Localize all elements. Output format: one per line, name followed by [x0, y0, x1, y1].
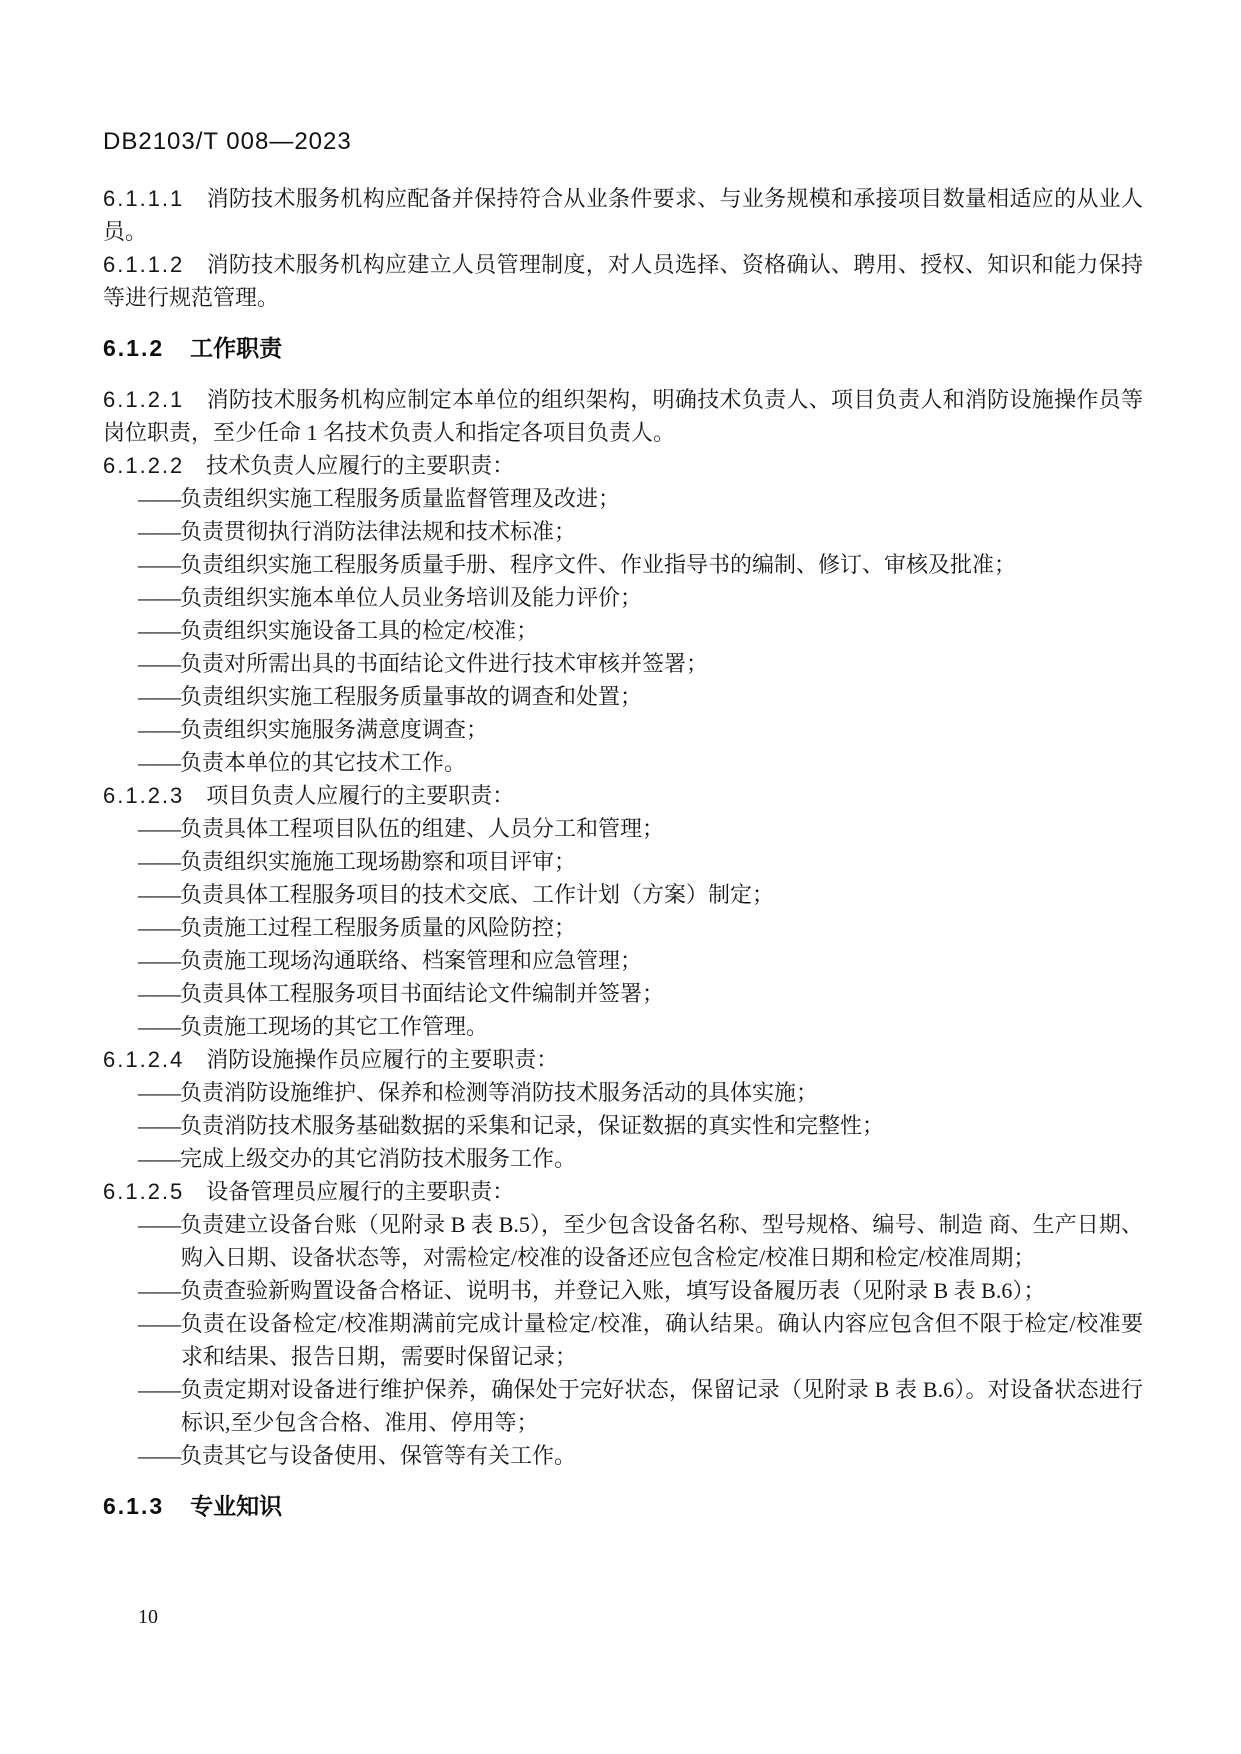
dash-item-text: 负责建立设备台账（见附录 B 表 B.5），至少包含设备名称、型号规格、编号、制造 商、生产日期、购入日期、设备状态等，对需检定/校准的设备还应包含检定/校准日期和检定/校准周期； — [180, 1212, 1143, 1270]
dash-item-text: 负责消防技术服务基础数据的采集和记录，保证数据的真实性和完整性； — [180, 1113, 885, 1138]
dash-mark: —— — [138, 717, 180, 742]
clause-paragraph — [103, 1043, 1143, 1076]
dash-list-item — [103, 1274, 1143, 1307]
dash-item-text: 负责组织实施设备工具的检定/校准； — [180, 618, 539, 643]
dash-item-text: 负责定期对设备进行维护保养，确保处于完好状态，保留记录（见附录 B 表 B.6）。对设备状态进行标识,至少包含合格、准用、停用等； — [180, 1377, 1143, 1435]
clause-paragraph — [103, 383, 1143, 449]
dash-list-item — [103, 1076, 1143, 1109]
dash-list-item — [103, 878, 1143, 911]
dash-list-item — [103, 812, 1143, 845]
dash-mark: —— — [138, 981, 180, 1006]
dash-item-text: 负责查验新购置设备合格证、说明书，并登记入账，填写设备履历表（见附录 B 表 B.6）； — [180, 1278, 1046, 1303]
clause-number: 6.1.2.5 — [103, 1179, 185, 1204]
dash-item-text: 负责组织实施施工现场勘察和项目评审； — [180, 849, 577, 874]
clause-number: 6.1.2.1 — [103, 387, 185, 412]
heading-number: 6.1.2 — [103, 335, 165, 361]
dash-mark: —— — [138, 750, 180, 775]
dash-mark: —— — [138, 651, 180, 676]
dash-mark: —— — [138, 486, 180, 511]
dash-list-item — [103, 1142, 1143, 1175]
dash-mark: —— — [138, 585, 180, 610]
dash-list-item — [103, 1373, 1143, 1439]
clause-number: 6.1.2.4 — [103, 1047, 185, 1072]
clause-paragraph — [103, 248, 1143, 314]
dash-list-item — [103, 911, 1143, 944]
heading-text: 专业知识 — [190, 1493, 283, 1519]
dash-mark: —— — [138, 1113, 180, 1138]
clause-text: 消防技术服务机构应建立人员管理制度，对人员选择、资格确认、聘用、授权、知识和能力保持等进行规范管理。 — [103, 252, 1143, 310]
document-body — [103, 182, 1143, 1523]
dash-item-text: 负责其它与设备使用、保管等有关工作。 — [180, 1443, 577, 1468]
clause-number: 6.1.2.3 — [103, 783, 185, 808]
dash-mark: —— — [138, 1278, 180, 1303]
clause-text: 消防设施操作员应履行的主要职责： — [206, 1047, 559, 1072]
section-heading — [103, 1490, 1143, 1523]
clause-text: 技术负责人应履行的主要职责： — [206, 453, 515, 478]
dash-list-item — [103, 647, 1143, 680]
dash-list-item — [103, 515, 1143, 548]
clause-paragraph — [103, 182, 1143, 248]
dash-mark: —— — [138, 948, 180, 973]
dash-mark: —— — [138, 882, 180, 907]
dash-item-text: 负责组织实施工程服务质量监督管理及改进； — [180, 486, 621, 511]
document-content — [103, 128, 1143, 1541]
dash-item-text: 负责对所需出具的书面结论文件进行技术审核并签署； — [180, 651, 709, 676]
dash-item-text: 负责组织实施工程服务质量事故的调查和处置； — [180, 684, 643, 709]
dash-item-text: 负责施工过程工程服务质量的风险防控； — [180, 915, 577, 940]
dash-item-text: 负责在设备检定/校准期满前完成计量检定/校准，确认结果。确认内容应包含但不限于检定/校准要求和结果、报告日期，需要时保留记录； — [180, 1311, 1143, 1369]
dash-list-item — [103, 1208, 1143, 1274]
dash-list-item — [103, 944, 1143, 977]
dash-list-item — [103, 1307, 1143, 1373]
dash-list-item — [103, 713, 1143, 746]
dash-item-text: 负责组织实施服务满意度调查； — [180, 717, 489, 742]
dash-item-text: 负责组织实施工程服务质量手册、程序文件、作业指导书的编制、修订、审核及批准； — [180, 552, 1017, 577]
dash-item-text: 负责组织实施本单位人员业务培训及能力评价； — [180, 585, 643, 610]
heading-number: 6.1.3 — [103, 1493, 165, 1519]
dash-mark: —— — [138, 849, 180, 874]
dash-mark: —— — [138, 816, 180, 841]
clause-number: 6.1.1.1 — [103, 186, 185, 211]
clause-paragraph — [103, 449, 1143, 482]
clause-number: 6.1.2.2 — [103, 453, 185, 478]
dash-list-item — [103, 614, 1143, 647]
standard-code-header: DB2103/T 008—2023 — [103, 128, 352, 155]
clause-number: 6.1.1.2 — [103, 252, 185, 277]
dash-mark: —— — [138, 1443, 180, 1468]
dash-mark: —— — [138, 684, 180, 709]
dash-mark: —— — [138, 1311, 180, 1336]
section-heading — [103, 332, 1143, 365]
dash-list-item — [103, 845, 1143, 878]
dash-list-item — [103, 1109, 1143, 1142]
page-number: 10 — [138, 1606, 158, 1628]
dash-mark: —— — [138, 1146, 180, 1171]
dash-item-text: 负责消防设施维护、保养和检测等消防技术服务活动的具体实施； — [180, 1080, 819, 1105]
dash-mark: —— — [138, 618, 180, 643]
dash-mark: —— — [138, 915, 180, 940]
dash-mark: —— — [138, 1212, 180, 1237]
clause-text: 项目负责人应履行的主要职责： — [206, 783, 515, 808]
clause-paragraph — [103, 779, 1143, 812]
clause-text: 设备管理员应履行的主要职责： — [206, 1179, 515, 1204]
dash-list-item — [103, 680, 1143, 713]
dash-item-text: 负责具体工程服务项目书面结论文件编制并签署； — [180, 981, 665, 1006]
clause-paragraph — [103, 1175, 1143, 1208]
dash-mark: —— — [138, 519, 180, 544]
dash-mark: —— — [138, 552, 180, 577]
dash-item-text: 完成上级交办的其它消防技术服务工作。 — [180, 1146, 577, 1171]
clause-text: 消防技术服务机构应配备并保持符合从业条件要求、与业务规模和承接项目数量相适应的从业人员。 — [103, 186, 1143, 244]
dash-item-text: 负责具体工程项目队伍的组建、人员分工和管理； — [180, 816, 665, 841]
dash-item-text: 负责施工现场沟通联络、档案管理和应急管理； — [180, 948, 643, 973]
dash-list-item — [103, 548, 1143, 581]
dash-mark: —— — [138, 1080, 180, 1105]
clause-text: 消防技术服务机构应制定本单位的组织架构，明确技术负责人、项目负责人和消防设施操作员等岗位职责，至少任命 1 名技术负责人和指定各项目负责人。 — [103, 387, 1143, 445]
dash-list-item — [103, 1439, 1143, 1472]
dash-list-item — [103, 1010, 1143, 1043]
dash-item-text: 负责贯彻执行消防法律法规和技术标准； — [180, 519, 577, 544]
dash-item-text: 负责本单位的其它技术工作。 — [180, 750, 467, 775]
dash-item-text: 负责具体工程服务项目的技术交底、工作计划（方案）制定； — [180, 882, 775, 907]
dash-list-item — [103, 746, 1143, 779]
dash-list-item — [103, 581, 1143, 614]
dash-item-text: 负责施工现场的其它工作管理。 — [180, 1014, 489, 1039]
dash-list-item — [103, 482, 1143, 515]
dash-mark: —— — [138, 1014, 180, 1039]
dash-list-item — [103, 977, 1143, 1010]
dash-mark: —— — [138, 1377, 180, 1402]
heading-text: 工作职责 — [190, 335, 283, 361]
